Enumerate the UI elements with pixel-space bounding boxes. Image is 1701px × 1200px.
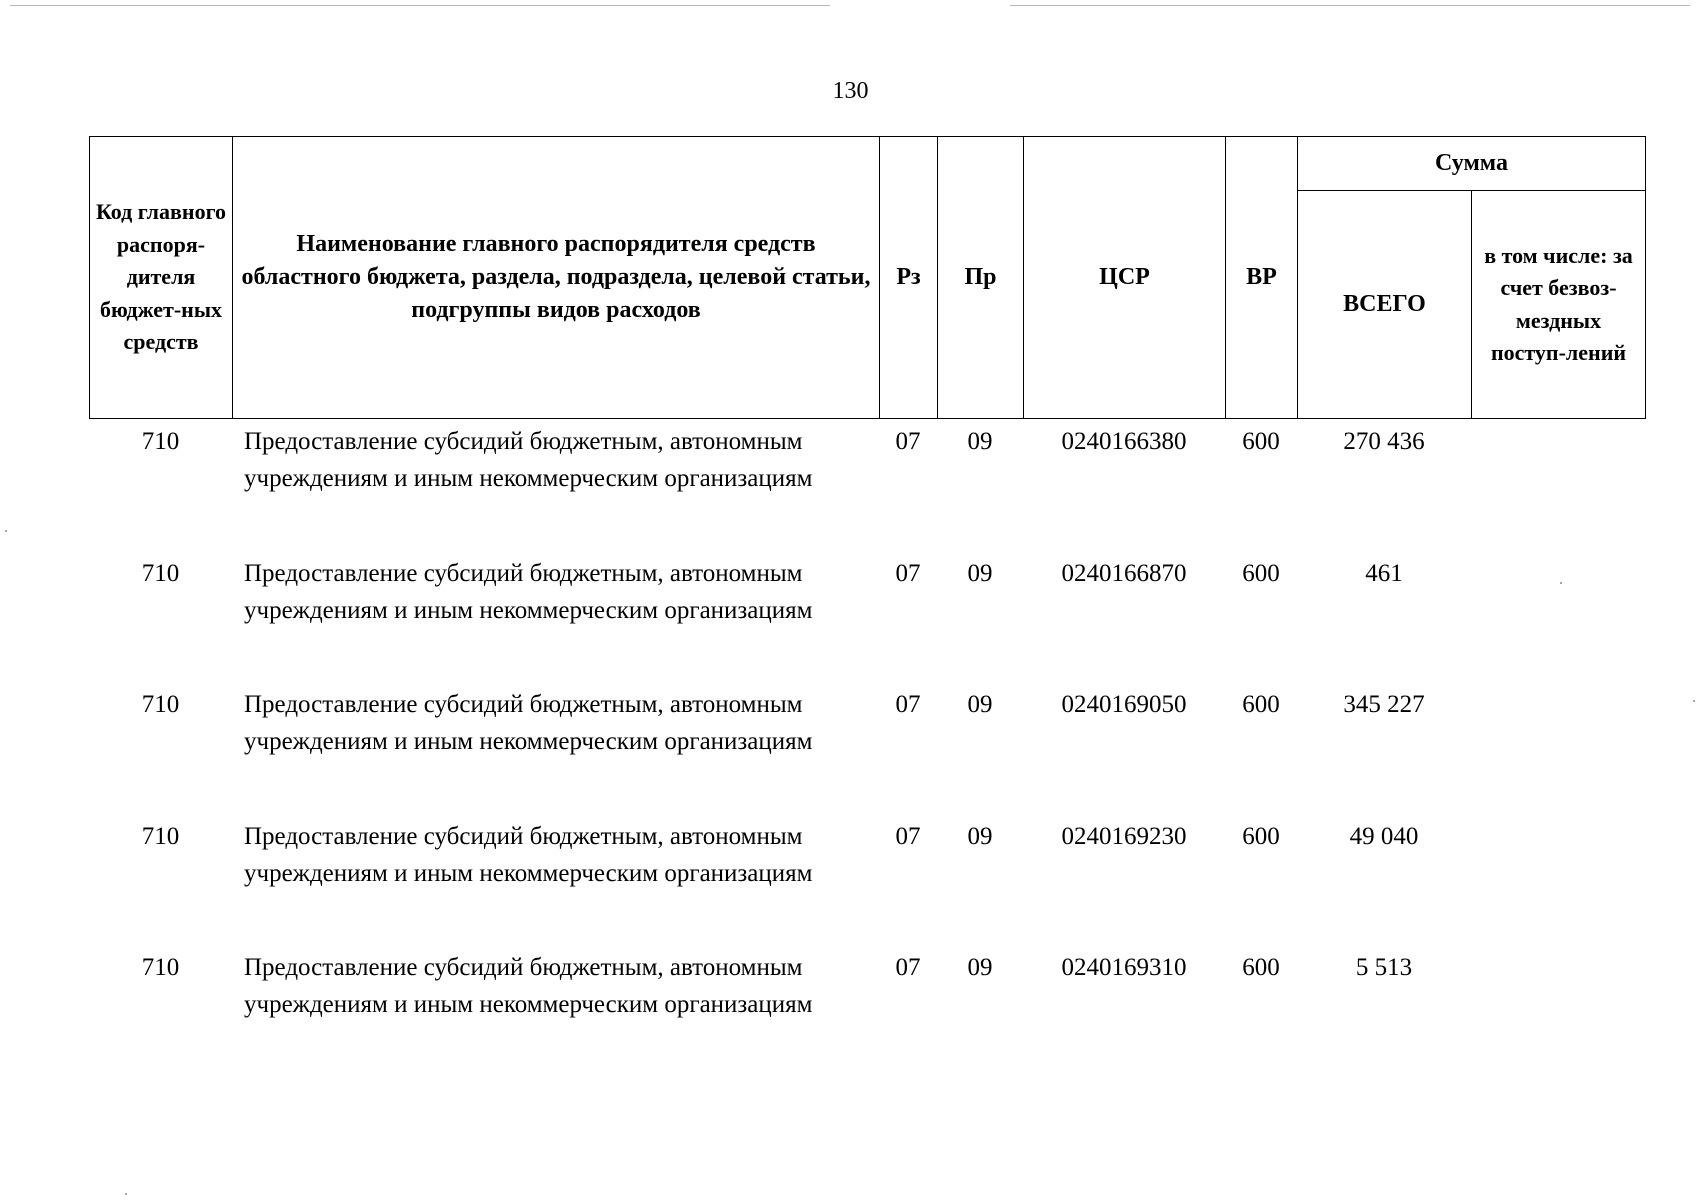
cell-code: 710	[141, 428, 180, 455]
cell-rz: 07	[895, 691, 921, 718]
header-rz: Рз	[880, 137, 938, 419]
cell-pr: 09	[967, 954, 993, 981]
cell-total: 461	[1365, 559, 1403, 587]
cell-name: Предоставление субсидий бюджетным, автономным учреждениям и иным некоммерческим организациям	[244, 691, 813, 755]
cell-name: Предоставление субсидий бюджетным, автономным учреждениям и иным некоммерческим организациям	[244, 428, 813, 492]
scan-edge-line	[1010, 5, 1690, 6]
cell-rz: 07	[895, 954, 921, 981]
cell-vr: 600	[1242, 428, 1280, 455]
header-sum: Сумма	[1298, 137, 1646, 191]
table-body	[89, 419, 1645, 1077]
scan-edge-line	[10, 5, 830, 6]
cell-csr: 0240169050	[1061, 691, 1187, 718]
cell-rz: 07	[895, 559, 921, 587]
header-vr: ВР	[1226, 137, 1298, 419]
header-total: ВСЕГО	[1298, 191, 1472, 419]
header-gratis: в том числе: за счет безвоз-мездных поступ-лений	[1472, 191, 1646, 419]
cell-csr: 0240169310	[1061, 954, 1187, 981]
cell-vr: 600	[1242, 559, 1280, 587]
scan-speck	[125, 1193, 127, 1195]
cell-total: 345 227	[1343, 691, 1425, 718]
cell-name: Предоставление субсидий бюджетным, автономным учреждениям и иным некоммерческим организациям	[244, 559, 813, 624]
scan-speck	[1693, 700, 1695, 702]
cell-pr: 09	[967, 428, 993, 455]
cell-pr: 09	[967, 691, 993, 718]
cell-rz: 07	[895, 428, 921, 455]
table-header	[89, 136, 1646, 419]
cell-vr: 600	[1242, 691, 1280, 718]
cell-vr: 600	[1242, 954, 1280, 981]
table-row	[89, 814, 1645, 946]
header-code: Код главного распоря-дителя бюджет-ных средств	[90, 137, 233, 419]
cell-total: 270 436	[1343, 428, 1425, 455]
cell-csr: 0240166380	[1061, 428, 1187, 455]
table-row	[89, 551, 1645, 683]
cell-pr: 09	[967, 822, 993, 850]
cell-name: Предоставление субсидий бюджетным, автономным учреждениям и иным некоммерческим организациям	[244, 954, 813, 1018]
scan-speck	[5, 530, 7, 532]
cell-name: Предоставление субсидий бюджетным, автономным учреждениям и иным некоммерческим организациям	[244, 822, 813, 887]
cell-code: 710	[141, 822, 180, 850]
scan-speck	[1560, 582, 1562, 584]
table-row	[89, 682, 1645, 814]
cell-pr: 09	[967, 559, 993, 587]
cell-code: 710	[141, 559, 180, 587]
cell-vr: 600	[1242, 822, 1280, 850]
table-row	[89, 419, 1645, 551]
table-row	[89, 945, 1645, 1077]
cell-code: 710	[141, 954, 180, 981]
cell-total: 49 040	[1349, 822, 1419, 850]
cell-csr: 0240166870	[1061, 559, 1187, 587]
page-number: 130	[832, 78, 869, 104]
cell-total: 5 513	[1355, 954, 1413, 981]
cell-rz: 07	[895, 822, 921, 850]
header-pr: Пр	[938, 137, 1024, 419]
header-csr: ЦСР	[1024, 137, 1226, 419]
header-name: Наименование главного распорядителя средств областного бюджета, раздела, подраздела, целевой статьи, подгруппы видов расходов	[233, 137, 880, 419]
cell-csr: 0240169230	[1061, 822, 1187, 850]
cell-code: 710	[141, 691, 180, 718]
